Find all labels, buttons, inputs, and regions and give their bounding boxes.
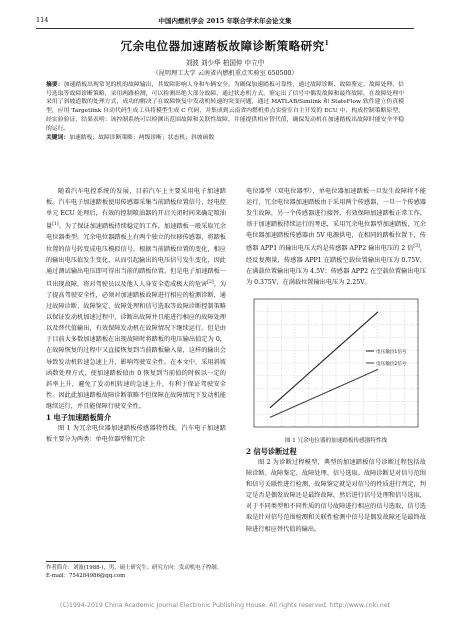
right-column [246,186,426,535]
copyright-line: (C)1994-2019 China Academic Journal Electronic Publishing House. All rights reserved. http://www.cnki.net [59,602,391,609]
keywords-text: 加速踏板；故障诊断策略；两级诊断；状态机；斜坡函数 [69,135,215,142]
affiliation: （昆明理工大学 云南省内燃机重点实验室 650500） [152,70,298,77]
authors: 刘波 刘少华 柏国仲 申立中 [185,59,265,67]
running-title: 中国内燃机学会 2015 年联合学术年会论文集 [158,17,292,25]
figure-1-caption: 图 1 冗余电位器的加速踏板传感器特性线 [284,437,388,444]
sensor-paragraph: 电位器型（双电位器型），单电位器加速踏板一旦发生故障将不能运行，冗余电位器加速踏板由于采用两个传感器，一旦一个传感器发生故障，另一个传感器进行接替，有效保障加速踏板正常工作。基于加速踏板持续运行的考虑，采用冗余电位器型加速踏板，冗余电位器加速踏板传感器由 5V 电源供电，在相同的踏板位置下，传感器 APP1 的输出电压大约是传感器 APP2 输出电压的 2 倍[3]，经反复测量，传感器 APP1 在踏板空载位置输出电压为 0.75V，在满载位置输出电压为 4.5V；传感器 APP2 在空载位置输出电压为 0.375V，在满载位置输出电压为 2.25V。 [246,188,427,286]
page-number: 114 [36,16,49,24]
left-column [46,186,226,445]
legend-label-2: 电压输出2信号 [376,361,407,367]
legend-label-1: 电压输出1信号 [376,349,407,355]
footnote [46,564,222,580]
abstract-text: 加速踏板出现常见的机的故障输出，其故障影响人身和车辆安全。为确保加速踏板可靠性，通过故障诊断、故障鉴定、故障处理、信号选取等故障诊断策略，采用两路检测，可以检测出绝大部分故障，通过状态机方式，鉴定出了信号中偶发故障和最终故障，在故障处理中采用了斜坡道数的处理方式，成功的解决了在故障恢复中发动机转速的突变问题，通过 MATLAB/Simlink 和 StateFlow 软件建立仿真模型，应用 Targetlink 自动代码生成工具将模型生成 C 代码，并集成到云南省内燃机重点实验室自主开发的 ECU 中，构成控制策略原型，经实验验证，结果表明：该控制系统可以检测出范围故障和关联性故障，并能提供相应替代值，确保发动机在加速踏板出故障时能安全平稳的运行。 [46,82,404,132]
abstract [46,81,404,143]
page-header [36,14,414,28]
author-email: E-mail：754284986@qq.com [46,573,126,579]
section-2-paragraph: 图 2 为诊断过程模型，典型的加速踏板信号诊断过程包括故障诊断、故障鉴定、故障处理、信号选取。故障诊断是对信号范围和信号关联性进行检测，故障鉴定就是对信号的性质进行判定，判定是否是偶发故障还是最终故障，然后进行信号处理和信号选取，对于不同类型和不同性质的信号故障进行相应的信号选取，信号选取是针对信号范围检测和关联性检测中信号是偶发故障还是最终故障进行相应替代值的输出。 [246,459,426,533]
figure-1 [246,291,426,437]
header-rule [36,28,414,29]
sensor-characteristic-chart [246,291,426,437]
section-1-paragraph: 图 1 为冗余电位器加速踏板传感器特性线，汽车电子加速踏板主要分为两类：单电位器型和冗余 [46,425,226,444]
paper-title: 冗余电位器加速踏板故障诊断策略研究$^1$ [120,39,330,53]
section-1-heading: 1 电子加速踏板简介 [46,413,112,422]
abstract-label: 摘要： [46,82,64,88]
author-bio: 作者简介：刘波(1988-)，男，硕士研究生；研究方向：发动机电子控制。 [46,565,223,571]
footnote-rule [46,561,116,562]
section-2-heading: 2 信号诊断过程 [246,446,297,456]
intro-paragraph: 随着汽车电控系统的发展，目前汽车上主要采用电子加速踏板。汽车电子加速踏板使用传感器采集当前踏板位置信号，经电控单元 ECU 处理后，有效的控制喷油器的开启关闭时间来确定喷油量[1]。为了保证加速踏板持续稳定的工作，加速踏板一般采取冗余电位器类型。冗余电位器踏板上有两个独立的位移传感器，将踏板位置的信号转变成电压模拟信号，根据当前踏板位置的变化，相应的输出电压值发生变化，从而引起输出的电压信号发生变化，因此通过测试输出电压即可得出当前的踏板位置。但是电子加速踏板一旦出现故障，将对驾驶员以及他人人身安全造成极大的危害[2]。为了提高驾驶安全性，必须对加速踏板故障进行相应的检测诊断，通过故障诊断、故障鉴定、故障处理和信号选取等故障诊断控制策略以保证发动机加速过程中，诊断出故障并且能进行相应的故障处理以及替代值输出，有效保障发动机在故障情况下继续运行。但是由于目前大多数加速踏板在出现故障时将踏板的电压输出值定为 0，在故障恢复的过程中又直接恢复到当前踏板输入量，这样的输出会导致发动机转速急速上升，影响驾驶安全性。在本文中，采用斜坡函数处理方式，使加速踏板值由 0 恢复到当前值的时候以一定的斜率上升，避免了发动机转速的急速上升，有利于保证驾驶安全性。因此此加速踏板故障诊断策略不但保障在故障情况下发动机能继续运行，并且能保障行驶安全性。 [46,188,227,410]
keywords-label: 关键词： [46,135,70,142]
